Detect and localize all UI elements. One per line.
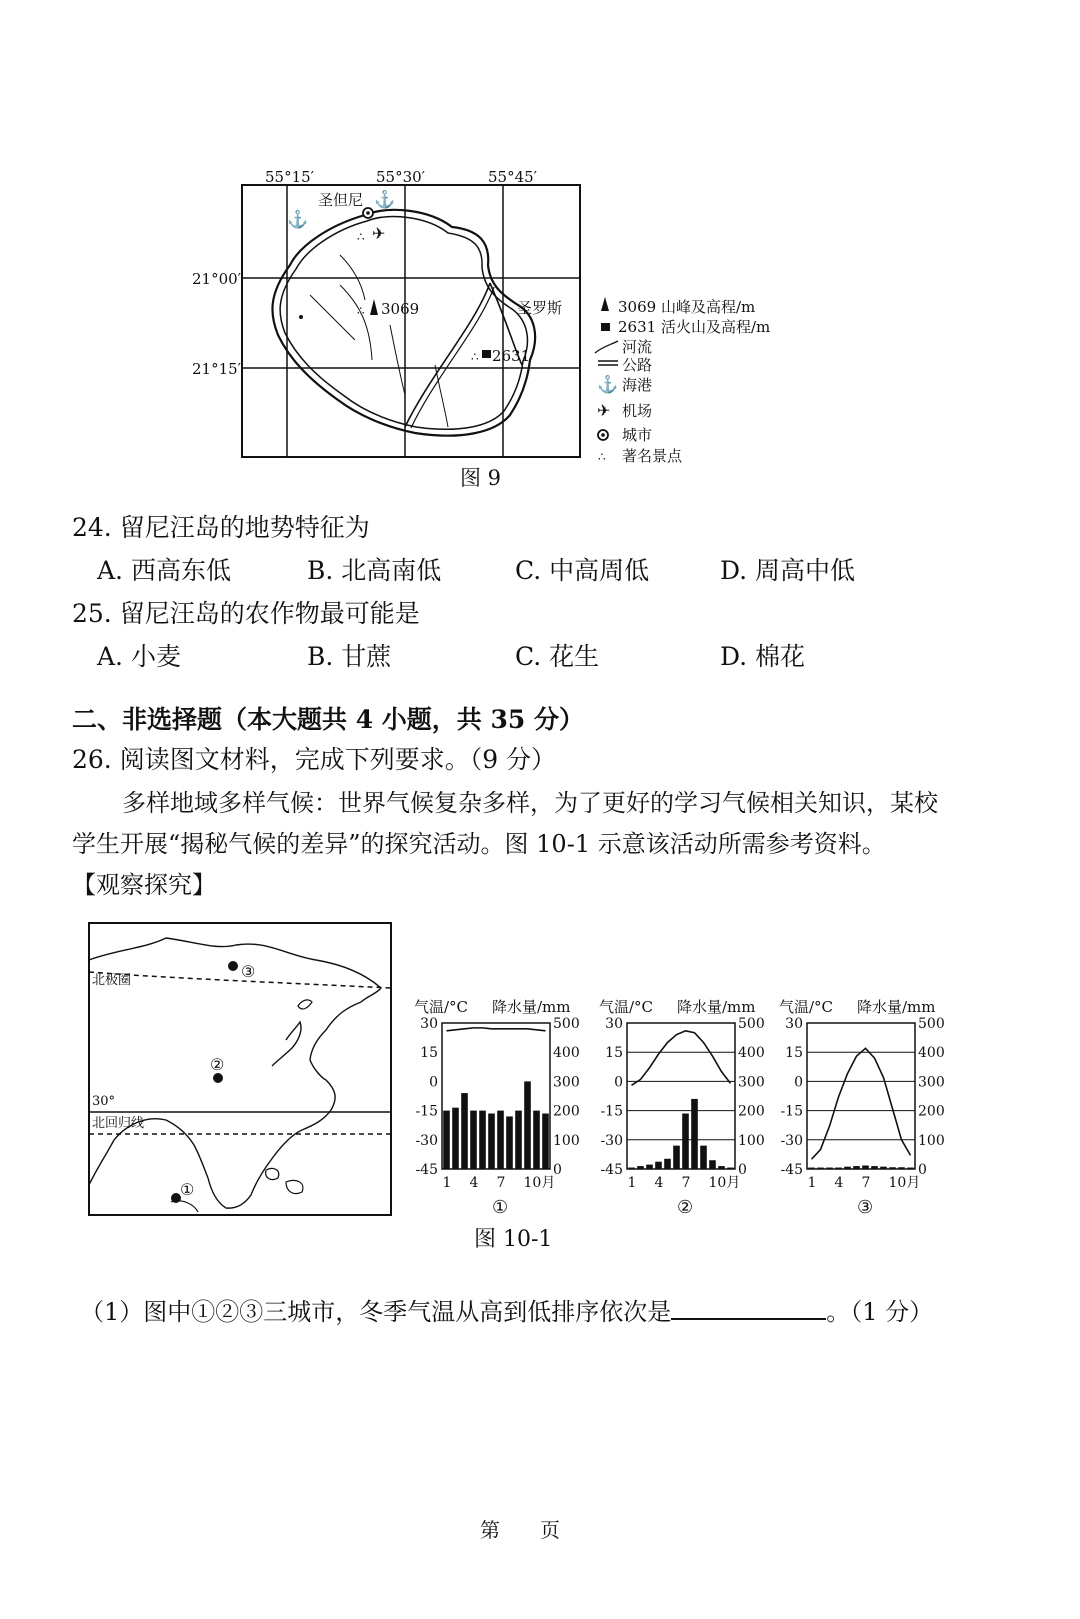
temp-tick: -45	[600, 1162, 623, 1178]
precip-bar	[880, 1167, 887, 1169]
peak-icon	[601, 297, 609, 311]
arctic-circle-label: 北极圈	[92, 973, 132, 988]
precip-bar	[907, 1168, 914, 1169]
peak-elevation: 3069	[381, 300, 420, 318]
figure9-map	[190, 165, 830, 495]
marker-label-2: ②	[210, 1055, 225, 1074]
scenic-icon: ∴	[357, 304, 365, 318]
sub1-score: 。（1 分）	[826, 1298, 934, 1326]
precip-axis-title: 降水量/mm	[492, 998, 571, 1016]
month-tick: 4	[469, 1175, 479, 1191]
precip-bar	[488, 1114, 495, 1169]
precip-axis-title: 降水量/mm	[677, 998, 756, 1016]
lat-label: 21°15′	[192, 360, 242, 378]
marker-label-1: ①	[180, 1180, 195, 1199]
precip-bar	[700, 1146, 707, 1169]
temp-tick: -15	[600, 1103, 623, 1120]
precip-bar	[524, 1081, 531, 1169]
temp-tick: 0	[614, 1074, 623, 1091]
precip-bar	[817, 1168, 824, 1169]
legend-label: 著名景点	[622, 447, 683, 465]
month-tick: 1	[442, 1175, 452, 1191]
precip-bar	[709, 1160, 716, 1169]
temperature-line	[812, 1048, 911, 1159]
chart-number: ①	[492, 1197, 509, 1218]
river	[310, 295, 355, 340]
chart-number: ②	[677, 1197, 694, 1218]
precip-tick: 0	[738, 1162, 747, 1178]
precip-tick: 400	[918, 1045, 945, 1062]
temp-tick: 15	[420, 1045, 438, 1062]
precip-bar	[443, 1111, 450, 1169]
precip-tick: 500	[918, 1016, 945, 1032]
precip-bar	[664, 1159, 671, 1169]
q25-option-b[interactable]: B. 甘蔗	[307, 642, 392, 671]
precip-bar	[452, 1108, 459, 1169]
precip-bar	[682, 1114, 689, 1169]
airport-icon: ✈	[372, 224, 386, 243]
figure9-caption: 图 9	[460, 466, 502, 490]
plot-frame	[807, 1023, 915, 1169]
temperature-line	[447, 1028, 546, 1031]
precip-bar	[673, 1146, 680, 1169]
precip-bar	[506, 1116, 513, 1169]
legend-label: 2631 活火山及高程/m	[618, 318, 771, 336]
precip-bar	[637, 1166, 644, 1169]
q25-option-d[interactable]: D. 棉花	[720, 642, 806, 671]
temp-axis-title: 气温/°C	[599, 998, 654, 1016]
lat30-label: 30°	[92, 1094, 116, 1109]
temp-tick: -45	[780, 1162, 803, 1178]
volcano-icon	[601, 323, 610, 331]
scenic-icon: ∴	[471, 350, 479, 364]
japan-coast	[272, 1022, 301, 1066]
volcano-elevation: 2631	[492, 347, 531, 365]
map-legend	[595, 297, 770, 465]
arctic-circle-line	[89, 972, 391, 988]
precip-bar	[718, 1166, 725, 1169]
coastal-road	[280, 217, 527, 430]
precip-axis-title: 降水量/mm	[857, 998, 936, 1016]
precip-tick: 100	[738, 1132, 765, 1149]
precip-bar	[515, 1111, 522, 1169]
figure10-caption: 图 10-1	[474, 1227, 553, 1252]
precip-tick: 300	[553, 1074, 580, 1091]
precip-bar	[862, 1165, 869, 1169]
precip-tick: 100	[553, 1132, 580, 1149]
legend-label: 海港	[622, 376, 653, 394]
precip-tick: 400	[553, 1045, 580, 1062]
q24-stem: 24. 留尼汪岛的地势特征为	[72, 513, 370, 542]
precip-tick: 200	[553, 1103, 580, 1120]
precip-tick: 300	[918, 1074, 945, 1091]
precip-tick: 0	[553, 1162, 562, 1178]
month-tick: 1	[627, 1175, 637, 1191]
temp-tick: -30	[780, 1132, 803, 1149]
precip-bar	[497, 1111, 504, 1169]
precip-bar	[835, 1168, 842, 1169]
observe-heading: 【观察探究】	[72, 871, 216, 899]
precip-bar	[808, 1168, 815, 1169]
tropic-label: 北回归线	[92, 1116, 145, 1131]
temp-tick: 30	[420, 1016, 438, 1032]
q26-paragraph-line1: 多样地域多样气候：世界气候复杂多样，为了更好的学习气候相关知识，某校	[122, 789, 938, 817]
figure10-map	[86, 920, 396, 1220]
q25-option-a[interactable]: A. 小麦	[97, 642, 181, 671]
island	[298, 1000, 312, 1009]
month-tick: 4	[834, 1175, 844, 1191]
temp-tick: 0	[429, 1074, 438, 1091]
precip-bar	[844, 1167, 851, 1169]
lon-label: 55°30′	[376, 168, 426, 186]
precip-bar	[871, 1166, 878, 1169]
precip-tick: 200	[738, 1103, 765, 1120]
inner-road	[411, 287, 494, 428]
scenic-icon: ∴	[598, 450, 606, 464]
island-coast	[272, 210, 535, 436]
port-icon: ⚓	[374, 190, 396, 210]
month-tick: 7	[861, 1175, 871, 1191]
answer-blank[interactable]	[671, 1296, 826, 1320]
q26-paragraph-line2: 学生开展“揭秘气候的差异”的探究活动。图 10-1 示意该活动所需参考资料。	[72, 830, 886, 858]
precip-bar	[826, 1168, 833, 1169]
city-marker-2	[213, 1073, 223, 1083]
city-north-label: 圣但尼	[318, 191, 364, 209]
lat-label: 21°00′	[192, 270, 242, 288]
temp-tick: -30	[415, 1132, 438, 1149]
river	[435, 365, 448, 427]
precip-bar	[898, 1167, 905, 1169]
temperature-line	[632, 1031, 731, 1086]
precip-bar	[655, 1162, 662, 1169]
section2-heading: 二、非选择题（本大题共 4 小题，共 35 分）	[72, 705, 585, 734]
q25-option-c[interactable]: C. 花生	[515, 642, 600, 671]
page-footer: 第 页	[480, 1518, 560, 1542]
legend-label: 城市	[622, 426, 653, 444]
month-tick: 10月	[888, 1175, 921, 1191]
plot-frame	[627, 1023, 735, 1169]
temp-tick: 30	[785, 1016, 803, 1032]
temp-tick: -30	[600, 1132, 623, 1149]
airport-icon: ✈	[597, 401, 611, 420]
precip-tick: 300	[738, 1074, 765, 1091]
precip-bar	[542, 1114, 549, 1169]
precip-bar	[853, 1166, 860, 1169]
temp-axis-title: 气温/°C	[414, 998, 469, 1016]
island	[266, 1168, 279, 1179]
port-icon: ⚓	[287, 210, 309, 230]
temp-tick: 0	[794, 1074, 803, 1091]
q24-option-d[interactable]: D. 周高中低	[720, 556, 856, 585]
marker-label-3: ③	[241, 962, 256, 981]
peak-icon	[370, 299, 378, 315]
precip-tick: 0	[918, 1162, 927, 1178]
sub-question-1	[80, 1292, 933, 1327]
month-tick: 7	[681, 1175, 691, 1191]
port-icon: ⚓	[597, 375, 619, 395]
lon-label: 55°15′	[265, 168, 315, 186]
precip-bar	[470, 1111, 477, 1169]
precip-bar	[727, 1168, 734, 1169]
month-tick: 4	[654, 1175, 664, 1191]
temp-tick: 30	[605, 1016, 623, 1032]
month-tick: 10月	[708, 1175, 741, 1191]
temp-tick: 15	[605, 1045, 623, 1062]
precip-bar	[461, 1093, 468, 1169]
temp-axis-title: 气温/°C	[779, 998, 834, 1016]
river	[340, 285, 372, 360]
precip-bar	[646, 1165, 653, 1169]
precip-tick: 500	[553, 1016, 580, 1032]
temp-tick: -15	[780, 1103, 803, 1120]
city-marker-3	[228, 961, 238, 971]
temp-tick: -45	[415, 1162, 438, 1178]
precip-tick: 200	[918, 1103, 945, 1120]
precip-bar	[533, 1111, 540, 1169]
precip-bar	[691, 1099, 698, 1169]
island	[286, 1180, 303, 1193]
precip-tick: 500	[738, 1016, 765, 1032]
precip-bar	[479, 1111, 486, 1169]
legend-label: 3069 山峰及高程/m	[618, 298, 756, 316]
legend-label: 河流	[622, 338, 653, 356]
month-tick: 10月	[523, 1175, 556, 1191]
city-east-label: 圣罗斯	[517, 299, 563, 317]
q24-option-c[interactable]: C. 中高周低	[515, 556, 650, 585]
map10-frame	[89, 923, 391, 1215]
q26-stem: 26. 阅读图文材料，完成下列要求。（9 分）	[72, 745, 557, 774]
precip-tick: 400	[738, 1045, 765, 1062]
river-icon	[595, 341, 618, 353]
river	[390, 325, 405, 395]
city-icon-dot	[601, 433, 605, 437]
sub1-text: （1）图中①②③三城市，冬季气温从高到低排序依次是	[80, 1298, 672, 1326]
legend-label: 机场	[622, 402, 653, 420]
q24-option-b[interactable]: B. 北高南低	[307, 556, 442, 585]
scenic-icon: ∴	[357, 230, 365, 244]
q24-option-a[interactable]: A. 西高东低	[97, 556, 231, 585]
precip-bar	[889, 1167, 896, 1169]
month-tick: 1	[807, 1175, 817, 1191]
legend-label: 公路	[622, 356, 653, 374]
map-dot	[299, 315, 303, 319]
city-icon-dot	[366, 211, 370, 215]
precip-tick: 100	[918, 1132, 945, 1149]
chart-number: ③	[857, 1197, 874, 1218]
q25-stem: 25. 留尼汪岛的农作物最可能是	[72, 599, 420, 628]
climate-charts	[410, 990, 970, 1230]
lon-label: 55°45′	[488, 168, 538, 186]
precip-bar	[628, 1168, 635, 1169]
temp-tick: -15	[415, 1103, 438, 1120]
temp-tick: 15	[785, 1045, 803, 1062]
volcano-icon	[482, 350, 491, 358]
month-tick: 7	[496, 1175, 506, 1191]
